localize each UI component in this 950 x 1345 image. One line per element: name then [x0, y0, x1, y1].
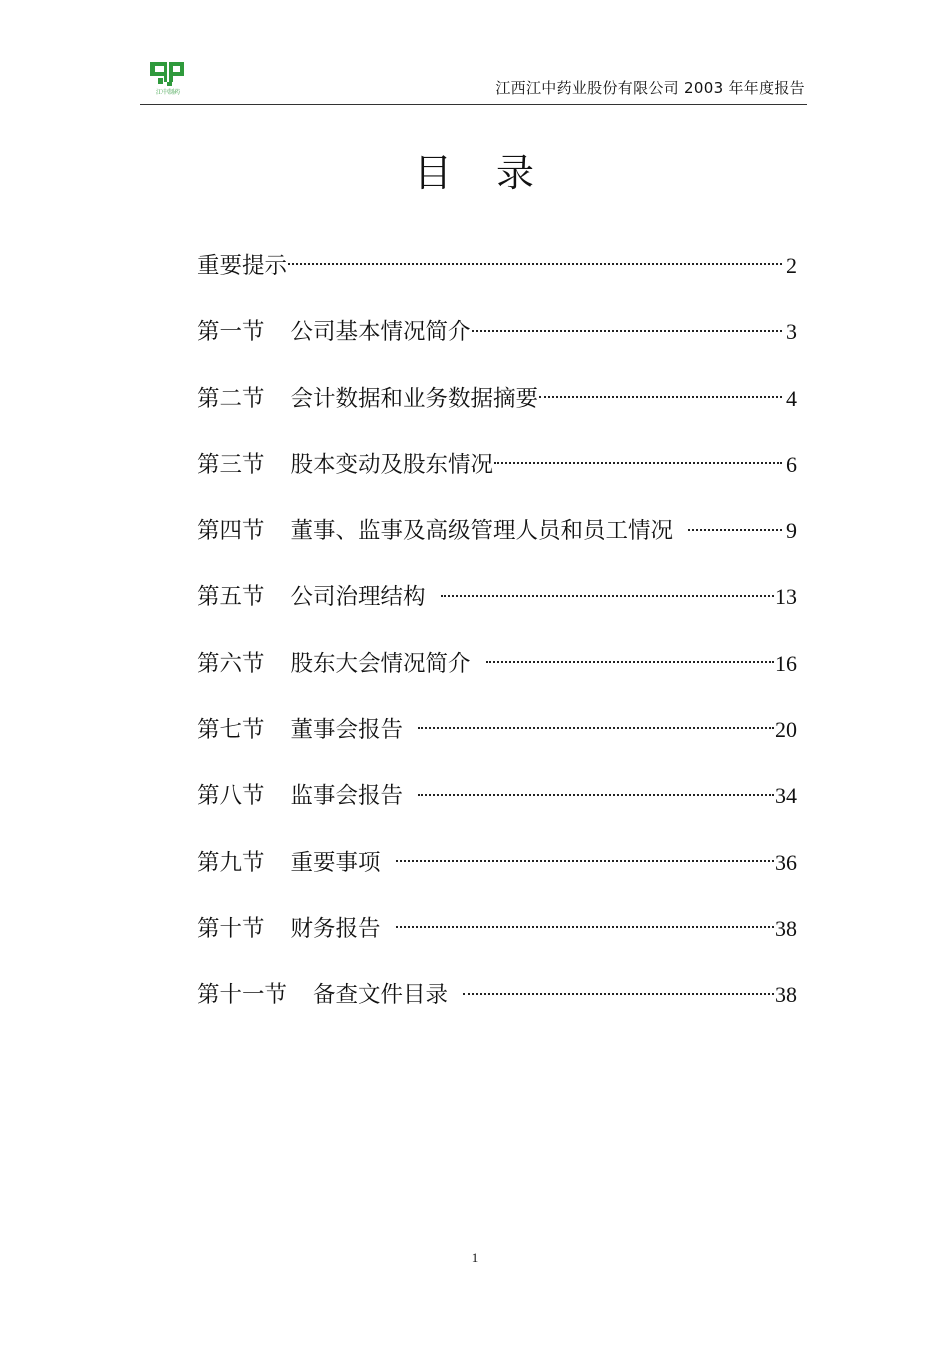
toc-dot-leader — [418, 710, 774, 737]
toc-entry-section-4[interactable] — [197, 511, 797, 577]
logo-caption: 江中制药 — [155, 89, 181, 96]
toc-entry-section: 第八节 — [197, 783, 265, 810]
toc-entry-title: 董事、监事及高级管理人员和员工情况 — [290, 518, 674, 545]
toc-entry-title: 公司基本情况简介 — [290, 319, 471, 346]
toc-entry-section-6[interactable] — [197, 644, 797, 710]
toc-entry-title: 董事会报告 — [290, 717, 404, 744]
toc-entry-section-5[interactable] — [197, 577, 797, 643]
toc-entry-title: 会计数据和业务数据摘要 — [290, 385, 539, 412]
toc-dot-leader — [539, 379, 782, 406]
page-title-part-2: 录 — [496, 151, 537, 195]
toc-entry-section-11[interactable] — [197, 975, 797, 1041]
toc-entry-section: 第二节 — [197, 385, 265, 412]
toc-entry-section-10[interactable] — [197, 909, 797, 975]
toc-entry-page: 38 — [775, 915, 797, 941]
toc-dot-leader — [688, 511, 782, 538]
toc-entry-section-8[interactable] — [197, 776, 797, 842]
page-title-part-1: 目 — [413, 151, 454, 195]
toc-entry-section: 第三节 — [197, 451, 265, 478]
toc-entry-section-1[interactable] — [197, 312, 797, 378]
toc-entry-page: 6 — [786, 451, 797, 477]
toc-entry-page: 13 — [775, 584, 797, 610]
report-header-title: 江西江中药业股份有限公司 2003 年年度报告 — [495, 79, 805, 97]
toc-entry-page: 2 — [786, 253, 797, 278]
toc-entry-section: 第五节 — [197, 584, 265, 611]
table-of-contents — [197, 246, 797, 1042]
toc-entry-section-9[interactable] — [197, 843, 797, 909]
toc-dot-leader — [441, 577, 774, 604]
toc-entry-page: 34 — [775, 783, 797, 809]
toc-entry-section-2[interactable] — [197, 379, 797, 445]
toc-dot-leader — [486, 644, 774, 671]
toc-entry-section: 第九节 — [197, 849, 265, 876]
toc-entry-title: 备查文件目录 — [313, 982, 449, 1009]
toc-entry-page: 36 — [775, 849, 797, 875]
toc-entry-page: 4 — [786, 385, 797, 411]
toc-entry-title: 公司治理结构 — [290, 584, 426, 611]
toc-entry-title: 股本变动及股东情况 — [290, 451, 494, 478]
toc-entry-title: 重要提示 — [197, 253, 288, 279]
page-header — [140, 52, 807, 105]
toc-dot-leader — [494, 445, 782, 472]
toc-entry-section-3[interactable] — [197, 445, 797, 511]
toc-entry-section-7[interactable] — [197, 710, 797, 776]
toc-entry-title: 股东大会情况简介 — [290, 650, 471, 677]
toc-entry-section: 第十一节 — [197, 982, 288, 1009]
toc-entry-section: 第一节 — [197, 319, 265, 346]
page-title — [0, 142, 950, 197]
page-number: 1 — [471, 1250, 479, 1265]
toc-entry-section: 第十节 — [197, 915, 265, 942]
toc-entry-page: 3 — [786, 319, 797, 345]
toc-entry-page: 20 — [775, 717, 797, 743]
toc-entry-page: 16 — [775, 650, 797, 676]
jiangzhong-pharma-logo-icon — [146, 56, 190, 96]
toc-entry-page: 38 — [775, 982, 797, 1008]
toc-entry-important-notice[interactable] — [197, 246, 797, 312]
toc-dot-leader — [418, 776, 774, 803]
toc-dot-leader — [396, 843, 774, 870]
toc-entry-section: 第六节 — [197, 650, 265, 677]
toc-dot-leader — [463, 975, 774, 1002]
toc-entry-title: 财务报告 — [290, 915, 381, 942]
toc-entry-page: 9 — [786, 518, 797, 544]
toc-entry-title: 重要事项 — [290, 849, 381, 876]
toc-dot-leader — [396, 909, 774, 936]
toc-dot-leader — [288, 246, 782, 273]
toc-entry-title: 监事会报告 — [290, 783, 404, 810]
toc-entry-section: 第四节 — [197, 518, 265, 545]
toc-entry-section: 第七节 — [197, 717, 265, 744]
toc-dot-leader — [472, 312, 782, 339]
